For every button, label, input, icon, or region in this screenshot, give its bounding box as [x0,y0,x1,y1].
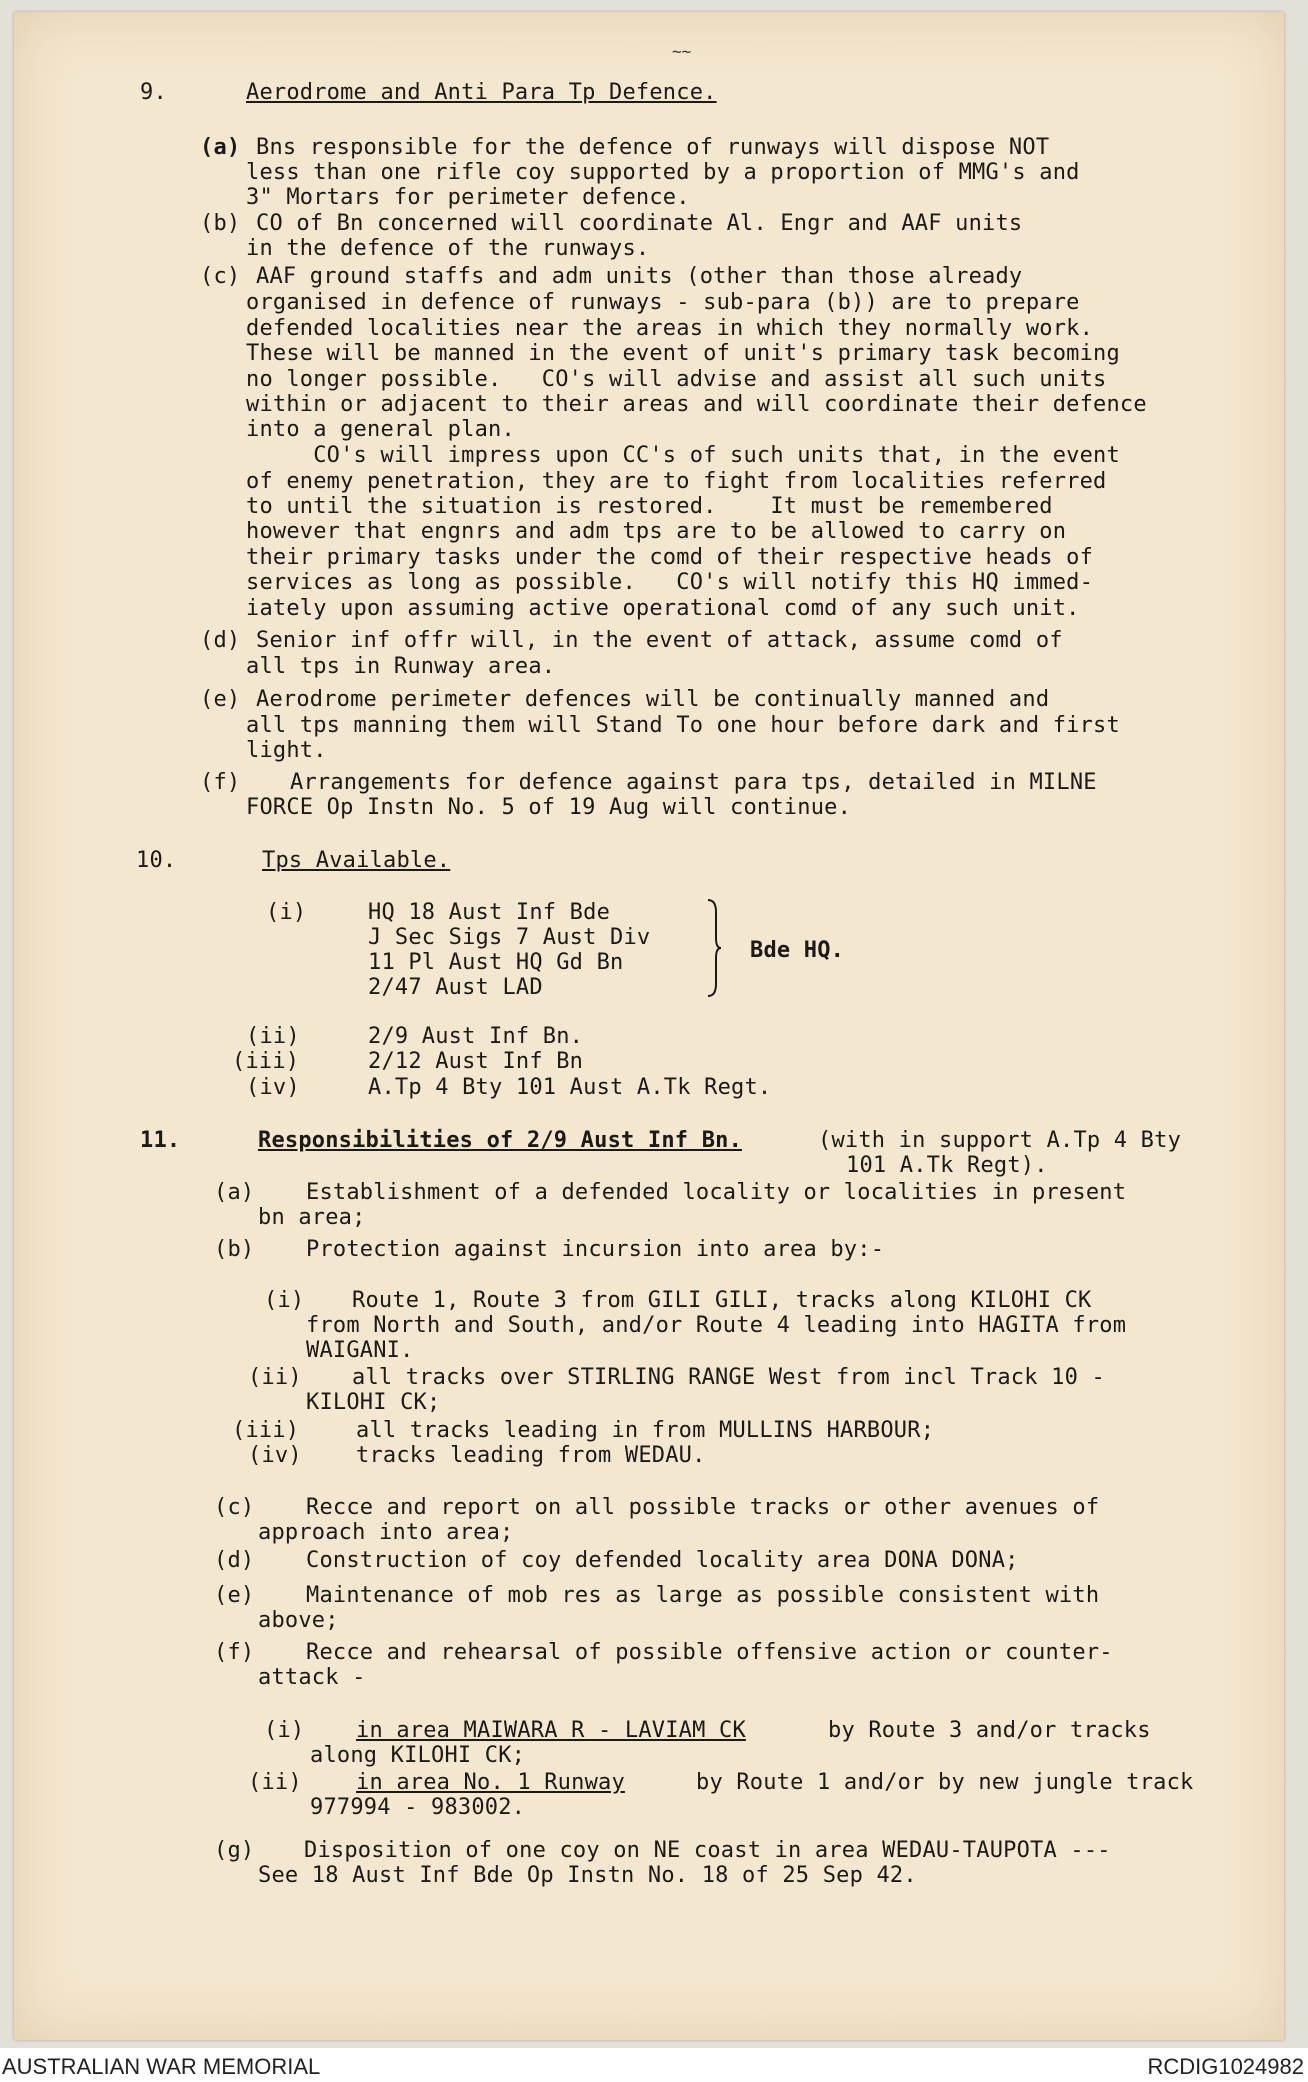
para9-c-line: AAF ground staffs and adm units (other than those already [256,264,1023,289]
para11-a-label: (a) [214,1180,255,1205]
para10-i-line: HQ 18 Aust Inf Bde [368,900,611,925]
para11-b-iii-label: (iii) [232,1418,300,1443]
para9-c-line: within or adjacent to their areas and will coordinate their defence [246,392,1147,417]
para10-i-line: J Sec Sigs 7 Aust Div [368,925,651,950]
para10-group-label: Bde HQ. [750,938,845,963]
para11-f-line: Recce and rehearsal of possible offensive action or counter- [306,1640,1113,1665]
para9-b-line: in the defence of the runways. [246,236,650,261]
para11-d-label: (d) [214,1548,255,1573]
para9-a-label: (a) [200,135,241,160]
para11-heading-tail2: 101 A.Tk Regt). [846,1153,1048,1178]
para9-c-line: no longer possible. CO's will advise and assist all such units [246,367,1107,392]
para10-number: 10. [136,848,177,873]
para11-e-line: Maintenance of mob res as large as possible consistent with [306,1583,1100,1608]
para10-ii-label: (ii) [246,1024,300,1049]
para10-i-label: (i) [266,900,307,925]
para11-b-label: (b) [214,1237,255,1262]
para9-c-line: of enemy penetration, they are to fight from localities referred [246,469,1107,494]
para11-f-ii-rest: by Route 1 and/or by new jungle track [696,1770,1194,1795]
para9-c-line: to until the situation is restored. It must be remembered [246,494,1053,519]
archive-footer [0,2048,1308,2082]
para9-f-line: FORCE Op Instn No. 5 of 19 Aug will continue. [246,795,852,820]
para9-e-line: Aerodrome perimeter defences will be continually manned and [256,687,1050,712]
para9-c-line: These will be manned in the event of unit's primary task becoming [246,341,1120,366]
para11-b-i-line: Route 1, Route 3 from GILI GILI, tracks along KILOHI CK [352,1288,1092,1313]
para11-g-line: Disposition of one coy on NE coast in area WEDAU-TAUPOTA --- [304,1838,1111,1863]
para9-c-line: defended localities near the areas in which they normally work. [246,316,1094,341]
para11-c-line: Recce and report on all possible tracks or other avenues of [306,1495,1100,1520]
para10-iv-label: (iv) [246,1075,300,1100]
para10-heading: Tps Available. [262,848,451,873]
para9-number: 9. [140,80,167,105]
para9-e-label: (e) [200,687,241,712]
para11-c-line: approach into area; [258,1520,514,1545]
para9-c-line: into a general plan. [246,417,515,442]
para11-f-i-rest: by Route 3 and/or tracks [828,1718,1151,1743]
top-fold-mark: ~~ [672,42,692,61]
para9-heading: Aerodrome and Anti Para Tp Defence. [246,80,717,105]
footer-institution: AUSTRALIAN WAR MEMORIAL [2,2054,321,2079]
para11-e-line: above; [258,1608,339,1633]
para11-f-ii-place: in area No. 1 Runway [356,1770,625,1795]
para9-c-line: services as long as possible. CO's will notify this HQ immed- [246,570,1094,595]
para9-c-line: organised in defence of runways - sub-para (b)) are to prepare [246,290,1080,315]
para9-c-label: (c) [200,264,241,289]
para11-g-label: (g) [214,1838,255,1863]
para11-g-line: See 18 Aust Inf Bde Op Instn No. 18 of 25 Sep 42. [258,1863,917,1888]
para11-b-iv-text: tracks leading from WEDAU. [356,1443,706,1468]
para9-a-line: less than one rifle coy supported by a proportion of MMG's and [246,160,1080,185]
para11-a-line: Establishment of a defended locality or localities in present [306,1180,1127,1205]
para11-f-i-line2: along KILOHI CK; [310,1743,526,1768]
para11-b-ii-line: all tracks over STIRLING RANGE West from incl Track 10 - [352,1365,1105,1390]
para9-b-label: (b) [200,211,241,236]
para9-d-line: Senior inf offr will, in the event of attack, assume comd of [256,628,1063,653]
para11-b-text: Protection against incursion into area by:- [306,1237,885,1262]
right-brace-icon [706,898,722,998]
para9-a-line: 3" Mortars for perimeter defence. [246,185,690,210]
para9-c-line: iately upon assuming active operational comd of any such unit. [246,596,1080,621]
para9-d-line: all tps in Runway area. [246,654,556,679]
para9-c-line: CO's will impress upon CC's of such units that, in the event [246,443,1120,468]
para9-d-label: (d) [200,628,241,653]
para9-e-line: light. [246,738,327,763]
para11-heading: Responsibilities of 2/9 Aust Inf Bn. [258,1128,743,1153]
para11-number: 11. [140,1128,181,1153]
para11-b-iii-text: all tracks leading in from MULLINS HARBOUR; [356,1418,935,1443]
para9-a-line: Bns responsible for the defence of runways will dispose NOT [256,135,1050,160]
para11-f-i-label: (i) [264,1718,305,1743]
para10-iii-label: (iii) [232,1049,300,1074]
para11-f-i-place: in area MAIWARA R - LAVIAM CK [356,1718,746,1743]
para11-a-line: bn area; [258,1205,366,1230]
para9-e-line: all tps manning them will Stand To one hour before dark and first [246,713,1120,738]
para11-f-line: attack - [258,1665,366,1690]
para11-c-label: (c) [214,1495,255,1520]
para10-i-line: 11 Pl Aust HQ Gd Bn [368,950,624,975]
para11-b-i-line: WAIGANI. [306,1338,414,1363]
para9-b-line: CO of Bn concerned will coordinate Al. Engr and AAF units [256,211,1023,236]
para11-b-i-label: (i) [264,1288,305,1313]
para11-d-text: Construction of coy defended locality area DONA DONA; [306,1548,1019,1573]
para11-b-ii-line: KILOHI CK; [306,1390,441,1415]
para11-b-ii-label: (ii) [248,1365,302,1390]
para11-f-ii-label: (ii) [248,1770,302,1795]
para11-e-label: (e) [214,1583,255,1608]
para10-i-line: 2/47 Aust LAD [368,975,543,1000]
para9-f-label: (f) [200,770,241,795]
para9-c-line: however that engnrs and adm tps are to be allowed to carry on [246,519,1067,544]
para10-iii-text: 2/12 Aust Inf Bn [368,1049,584,1074]
para10-iv-text: A.Tp 4 Bty 101 Aust A.Tk Regt. [368,1075,772,1100]
para11-f-label: (f) [214,1640,255,1665]
para10-ii-text: 2/9 Aust Inf Bn. [368,1024,584,1049]
para11-b-iv-label: (iv) [248,1443,302,1468]
para11-heading-tail: (with in support A.Tp 4 Bty [818,1128,1182,1153]
para11-f-ii-line2: 977994 - 983002. [310,1795,526,1820]
para9-f-line: Arrangements for defence against para tps, detailed in MILNE [290,770,1097,795]
para11-b-i-line: from North and South, and/or Route 4 leading into HAGITA from [306,1313,1127,1338]
footer-record-id: RCDIG1024982 [1147,2054,1304,2079]
para9-c-line: their primary tasks under the comd of their respective heads of [246,545,1094,570]
